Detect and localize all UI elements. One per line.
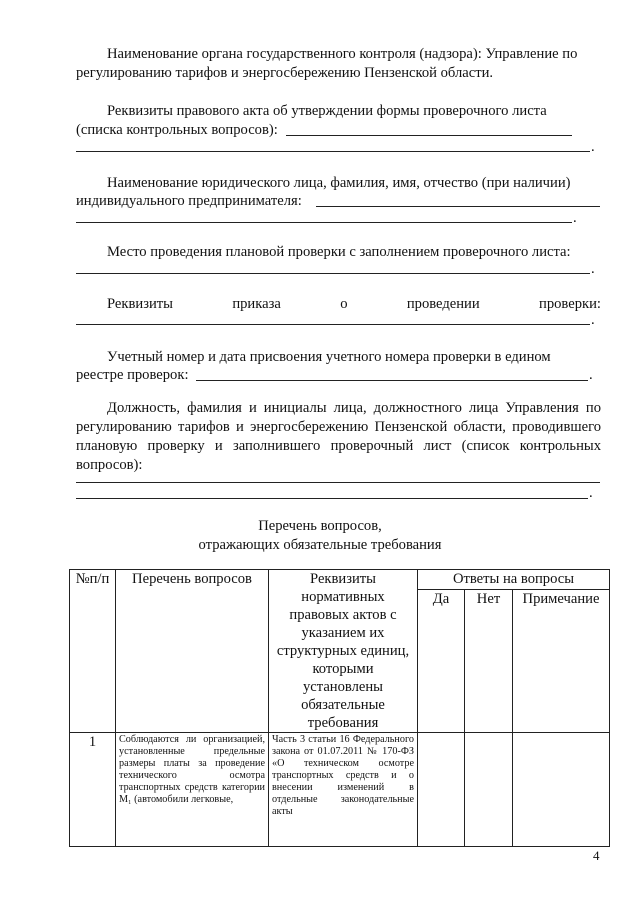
table-row [70,733,610,847]
word: проверки: [539,296,601,312]
line-end-dot: . [591,139,595,155]
answer-no-cell[interactable] [465,733,513,847]
word: приказа [232,296,281,312]
list-title-line-2: отражающих обязательные требования [198,537,442,553]
header-requisites: Реквизиты нормативных правовых актов с указанием их структурных единиц, которыми установлены обязательные требования [269,570,418,733]
line-end-dot: . [591,312,595,328]
header-answers: Ответы на вопросы [418,570,610,590]
line-end-dot: . [591,261,595,277]
legal-act-requisites-line-2: (списка контрольных вопросов): [76,122,278,138]
answer-yes-cell[interactable] [418,733,465,847]
row-question: Соблюдаются ли организацией, установленные предельные размеры платы за проведение технического осмотра транспортных средств категории M₁ (автомобили легковые, [116,733,269,847]
line-end-dot: . [589,367,593,383]
entity-name-blank-1[interactable] [316,206,600,207]
inspector-blank-2[interactable] [76,498,588,499]
control-body-line-1: Наименование органа государственного контроля (надзора): Управление по [107,46,578,62]
word: Реквизиты [107,296,173,312]
questions-table [69,569,610,847]
legal-act-blank-1[interactable] [286,135,572,136]
registry-number-line-2: реестре проверок: [76,367,189,383]
inspection-place-blank[interactable] [76,273,590,274]
word: о [340,296,348,312]
entity-name-blank-2[interactable] [76,222,572,223]
line-end-dot: . [573,210,577,226]
registry-number-blank[interactable] [196,380,588,381]
header-no: Нет [465,589,513,732]
line-end-dot: . [589,485,593,501]
page-number: 4 [593,848,600,863]
inspector-paragraph: Должность, фамилия и инициалы лица, должностного лица Управления по регулированию тарифов и энергосбережению Пензенской области, проводившего плановую проверку и заполнившего проверочный лист (список контрольных вопросов): [76,400,601,473]
word: проведении [406,296,480,312]
legal-act-requisites-line-1: Реквизиты правового акта об утверждении формы проверочного листа [107,103,547,119]
order-requisites-label [107,295,601,314]
answer-note-cell[interactable] [513,733,610,847]
registry-number-line-1: Учетный номер и дата присвоения учетного номера проверки в едином [107,349,551,365]
entity-name-line-1: Наименование юридического лица, фамилия, имя, отчество (при наличии) [107,175,571,191]
order-requisites-blank[interactable] [76,324,590,325]
header-questions: Перечень вопросов [116,570,269,733]
row-num: 1 [70,733,116,847]
row-requisites: Часть 3 статьи 16 Федерального закона от 01.07.2011 № 170-ФЗ «О техническом осмотре транспортных средств и о внесении изменений в отдельные законодательные акты [269,733,418,847]
control-body-line-2: регулированию тарифов и энергосбережению Пензенской области. [76,65,494,81]
entity-name-line-2: индивидуального предпринимателя: [76,193,302,209]
list-title-line-1: Перечень вопросов, [258,518,382,534]
header-note: Примечание [513,589,610,732]
inspection-place-label: Место проведения плановой проверки с заполнением проверочного листа: [107,244,571,260]
header-num: №п/п [70,570,116,733]
header-yes: Да [418,589,465,732]
inspector-blank-1[interactable] [76,482,600,483]
legal-act-blank-2[interactable] [76,151,590,152]
